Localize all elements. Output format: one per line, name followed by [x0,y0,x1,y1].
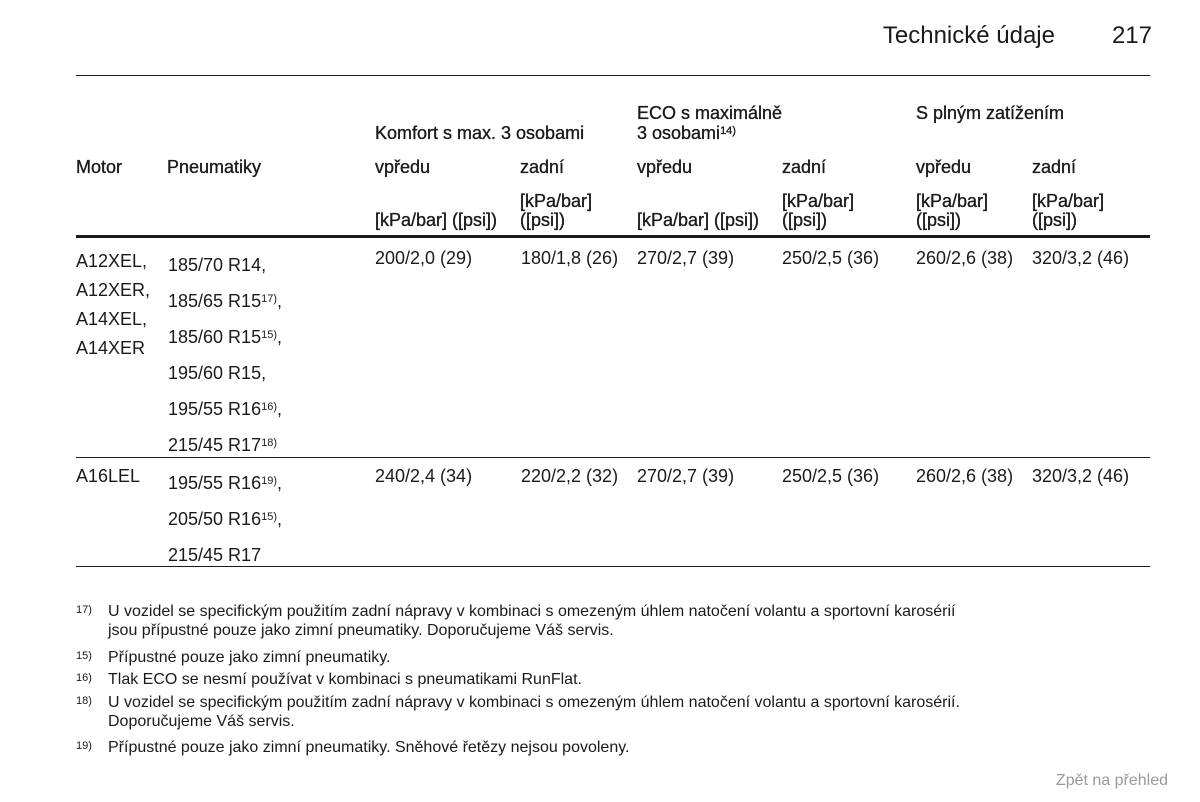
col-header-eco-rear: zadní [782,157,827,177]
unit-komfort-front: [kPa/bar] ([psi]) [375,210,498,230]
col-header-pneumatiky: Pneumatiky [167,157,262,177]
tyre-tail: , [276,473,282,493]
tyre-size [168,355,282,391]
group-header-plne: S plným zatížením [916,103,1065,123]
tyre-text: 195/55 R16 [168,399,262,419]
header-rule [76,75,1150,76]
tyre-size [168,391,282,427]
unit-line: [kPa/bar] [520,191,593,211]
motor-cell [76,465,140,487]
unit-line: [kPa/bar] [916,191,989,211]
motor-name: A12XEL, [76,251,148,271]
footnote-ref: 16) [261,401,277,413]
unit-line: ([psi]) [916,210,961,230]
tyre-text: 185/60 R15 [168,327,262,347]
unit-line: ([psi]) [782,210,827,230]
footnote [76,602,956,640]
page-number: 217 [1111,22,1152,49]
pressure-value: 240/2,4 (34) [375,466,473,486]
pressure-value: 250/2,5 (36) [782,248,880,268]
unit-eco-front: [kPa/bar] ([psi]) [637,210,760,230]
tyre-tail: , [276,291,282,311]
back-to-overview-link[interactable]: Zpět na přehled [1055,772,1168,789]
footnote-ref: 14) [720,125,736,137]
unit-plne-rear [1032,192,1104,230]
footnote-number: 18) [76,695,92,707]
footnote-ref: 19) [261,475,277,487]
page-section-title: Technické údaje [882,22,1055,49]
unit-line: ([psi]) [1032,210,1077,230]
pressure-value: 320/3,2 (46) [1032,466,1130,486]
tyre-size [168,283,282,319]
footnote-number: 16) [76,672,92,684]
tyre-text: 215/45 R17 [168,435,262,455]
col-header-komfort-front: vpředu [375,157,431,177]
col-header-eco-front: vpředu [637,157,693,177]
footnote-number: 15) [76,650,92,662]
pressure-value: 180/1,8 (26) [521,248,619,268]
col-header-komfort-rear: zadní [520,157,565,177]
motor-cell [76,247,150,363]
motor-name: A12XER, [76,280,151,300]
motor-name: A14XER [76,338,146,358]
footnote [76,670,582,689]
unit-line: [kPa/bar] [1032,191,1105,211]
tyre-size [168,465,282,501]
tyre-cell [168,247,282,463]
footnote-ref: 18) [261,437,277,449]
footnote-number: 19) [76,740,92,752]
tyre-text: 185/65 R15 [168,291,262,311]
motor-name: A14XEL, [76,309,148,329]
footnote [76,693,960,731]
tyre-size [168,537,282,573]
pressure-value: 270/2,7 (39) [637,466,735,486]
footnote-text: U vozidel se specifickým použitím zadní nápravy v kombinaci s omezeným úhlem natočení volantu a sportovní karosérií [108,603,956,620]
pressure-value: 260/2,6 (38) [916,248,1014,268]
footnote-text: Doporučujeme Váš servis. [108,713,295,730]
col-header-motor: Motor [76,157,123,177]
unit-line: [kPa/bar] [782,191,855,211]
group-header-komfort: Komfort s max. 3 osobami [375,123,585,143]
tyre-text: 215/45 R17 [168,545,262,565]
pressure-value: 260/2,6 (38) [916,466,1014,486]
footnote [76,738,629,757]
group-header-eco-line2 [637,124,736,142]
tyre-size [168,319,282,355]
pressure-value: 220/2,2 (32) [521,466,619,486]
tyre-tail: , [276,327,282,347]
unit-komfort-rear [520,192,592,230]
row-divider [76,457,1150,458]
motor-name: A16LEL [76,466,141,486]
footnote-ref: 17) [261,293,277,305]
tyre-text: 205/50 R16 [168,509,262,529]
tyre-tail: , [276,399,282,419]
footnote-ref: 15) [261,329,277,341]
col-header-plne-rear: zadní [1032,157,1077,177]
footnote-number: 17) [76,604,92,616]
footnote-text: Přípustné pouze jako zimní pneumatiky. [108,649,391,666]
col-header-plne-front: vpředu [916,157,972,177]
pressure-value: 200/2,0 (29) [375,248,473,268]
tyre-text: 195/60 R15, [168,363,267,383]
tyre-size [168,247,282,283]
footnote-ref: 15) [261,511,277,523]
table-header-rule [76,235,1150,238]
pressure-value: 320/3,2 (46) [1032,248,1130,268]
tyre-cell [168,465,282,573]
tyre-size [168,501,282,537]
unit-line: ([psi]) [520,210,565,230]
footnote [76,648,391,667]
group-header-eco-line1: ECO s maximálně [637,103,783,123]
table-bottom-rule [76,566,1150,567]
footnote-text: Přípustné pouze jako zimní pneumatiky. Sněhové řetězy nejsou povoleny. [108,739,630,756]
eco-line2-text: 3 osobami [637,123,721,143]
pressure-value: 250/2,5 (36) [782,466,880,486]
tyre-text: 195/55 R16 [168,473,262,493]
footnote-text: Tlak ECO se nesmí používat v kombinaci s pneumatikami RunFlat. [108,671,582,688]
unit-eco-rear [782,192,854,230]
pressure-value: 270/2,7 (39) [637,248,735,268]
tyre-text: 185/70 R14, [168,255,267,275]
footnote-text: jsou přípustné pouze jako zimní pneumatiky. Doporučujeme Váš servis. [108,622,614,639]
footnote-text: U vozidel se specifickým použitím zadní nápravy v kombinaci s omezeným úhlem natočení volantu a sportovní karosérií. [108,694,960,711]
unit-plne-front [916,192,988,230]
tyre-tail: , [276,509,282,529]
